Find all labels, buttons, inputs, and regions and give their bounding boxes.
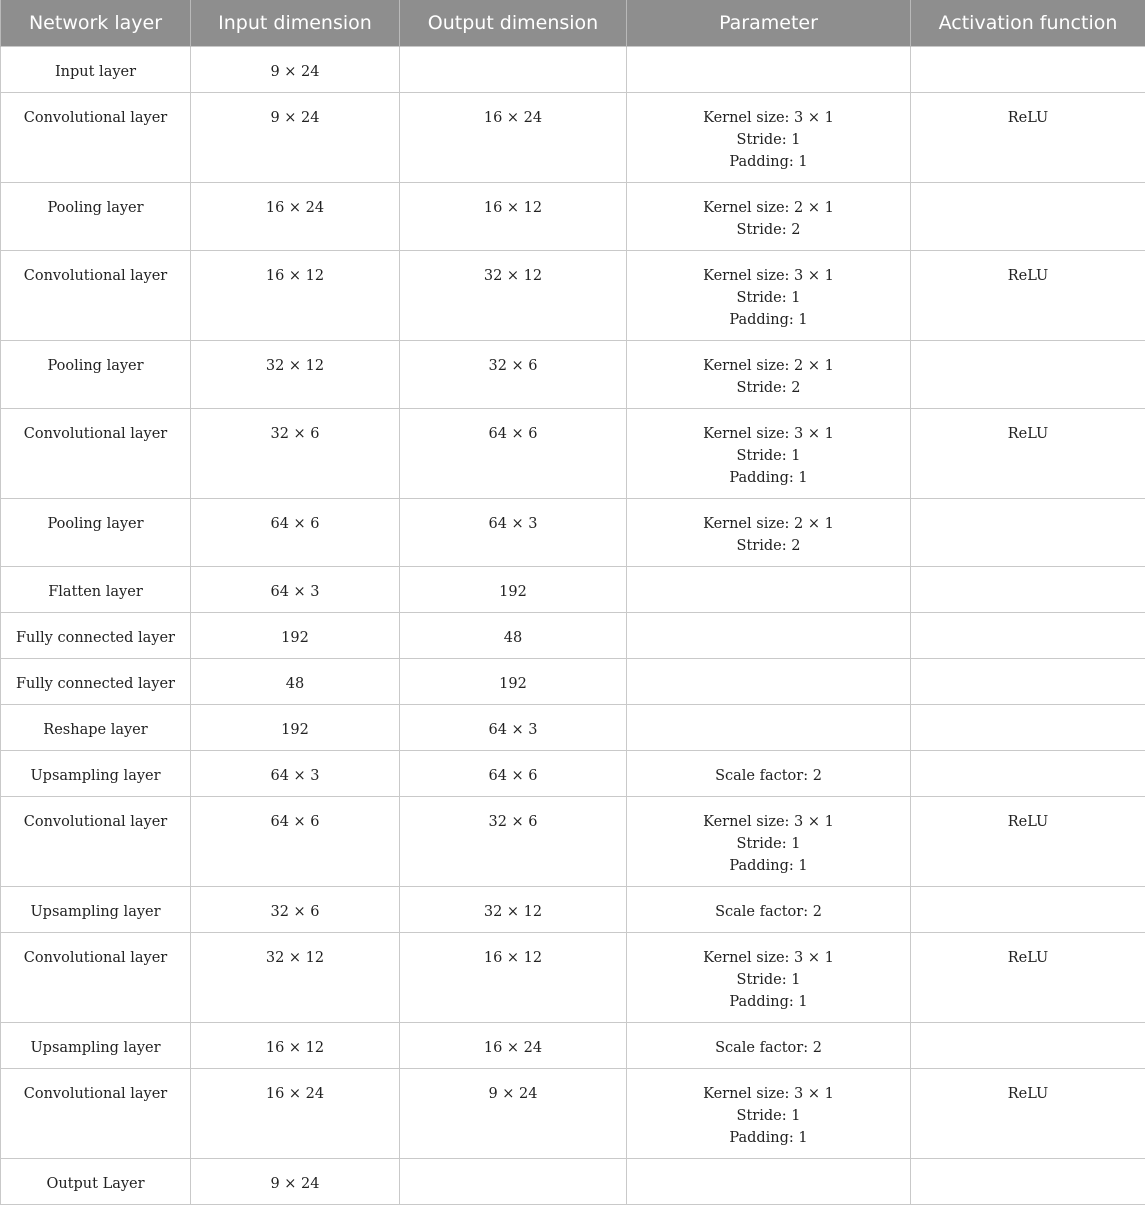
parameter-line: Stride: 1 [633, 129, 904, 151]
cell-parameter [627, 887, 911, 933]
cell-parameter [627, 705, 911, 751]
parameter-line: Kernel size: 3 × 1 [633, 811, 904, 833]
table-row [1, 1023, 1145, 1069]
parameter-line: Kernel size: 2 × 1 [633, 513, 904, 535]
parameter-line: Padding: 1 [633, 467, 904, 489]
cell-activation-function [911, 659, 1145, 705]
cell-input-dimension: 48 [191, 659, 400, 705]
table-row [1, 613, 1145, 659]
header-activation-function: Activation function [911, 0, 1145, 47]
table-row [1, 933, 1145, 1023]
cell-activation-function [911, 183, 1145, 251]
cell-output-dimension [400, 47, 627, 93]
cell-input-dimension: 64 × 3 [191, 751, 400, 797]
cell-input-dimension: 32 × 12 [191, 341, 400, 409]
cell-activation-function: ReLU [911, 797, 1145, 887]
cell-network-layer: Flatten layer [1, 567, 191, 613]
cell-parameter [627, 751, 911, 797]
cell-output-dimension: 192 [400, 659, 627, 705]
parameter-line: Stride: 1 [633, 445, 904, 467]
table-row [1, 797, 1145, 887]
parameter-line: Stride: 1 [633, 969, 904, 991]
parameter-line: Padding: 1 [633, 855, 904, 877]
cell-activation-function [911, 613, 1145, 659]
table-row [1, 47, 1145, 93]
cell-input-dimension: 64 × 6 [191, 499, 400, 567]
parameter-line: Scale factor: 2 [633, 1037, 904, 1059]
cell-input-dimension: 16 × 12 [191, 1023, 400, 1069]
cell-input-dimension: 9 × 24 [191, 1159, 400, 1205]
table-header [1, 0, 1145, 47]
cell-input-dimension: 64 × 6 [191, 797, 400, 887]
table-body [1, 47, 1145, 1205]
cell-parameter [627, 659, 911, 705]
cell-network-layer: Convolutional layer [1, 933, 191, 1023]
cell-output-dimension: 16 × 12 [400, 183, 627, 251]
cell-input-dimension: 16 × 12 [191, 251, 400, 341]
header-input-dimension: Input dimension [191, 0, 400, 47]
cell-network-layer: Upsampling layer [1, 887, 191, 933]
cell-input-dimension: 32 × 12 [191, 933, 400, 1023]
cell-output-dimension: 64 × 6 [400, 409, 627, 499]
header-network-layer: Network layer [1, 0, 191, 47]
cell-output-dimension: 16 × 24 [400, 1023, 627, 1069]
cell-network-layer: Convolutional layer [1, 409, 191, 499]
cell-network-layer: Upsampling layer [1, 751, 191, 797]
header-row [1, 0, 1145, 47]
cell-activation-function [911, 1023, 1145, 1069]
cell-output-dimension: 64 × 3 [400, 499, 627, 567]
parameter-line: Stride: 1 [633, 833, 904, 855]
table-row [1, 93, 1145, 183]
cell-activation-function: ReLU [911, 409, 1145, 499]
cell-activation-function [911, 499, 1145, 567]
cell-input-dimension: 16 × 24 [191, 1069, 400, 1159]
cell-parameter [627, 183, 911, 251]
parameter-line: Padding: 1 [633, 309, 904, 331]
table-row [1, 499, 1145, 567]
cell-output-dimension: 16 × 12 [400, 933, 627, 1023]
header-output-dimension: Output dimension [400, 0, 627, 47]
cell-network-layer: Upsampling layer [1, 1023, 191, 1069]
parameter-line: Kernel size: 3 × 1 [633, 1083, 904, 1105]
cell-activation-function [911, 341, 1145, 409]
cell-output-dimension: 48 [400, 613, 627, 659]
cell-output-dimension: 192 [400, 567, 627, 613]
cell-parameter [627, 933, 911, 1023]
table-row [1, 1069, 1145, 1159]
parameter-line: Scale factor: 2 [633, 901, 904, 923]
cell-parameter [627, 251, 911, 341]
cell-output-dimension: 32 × 6 [400, 341, 627, 409]
cell-network-layer: Fully connected layer [1, 659, 191, 705]
cell-network-layer: Pooling layer [1, 499, 191, 567]
parameter-line: Stride: 1 [633, 287, 904, 309]
cell-input-dimension: 192 [191, 705, 400, 751]
cell-parameter [627, 567, 911, 613]
cell-parameter [627, 613, 911, 659]
cell-parameter [627, 1023, 911, 1069]
parameter-line: Kernel size: 3 × 1 [633, 265, 904, 287]
table-row [1, 409, 1145, 499]
parameter-line: Stride: 1 [633, 1105, 904, 1127]
cell-network-layer: Input layer [1, 47, 191, 93]
parameter-line: Kernel size: 3 × 1 [633, 107, 904, 129]
cell-network-layer: Convolutional layer [1, 251, 191, 341]
cell-output-dimension: 32 × 6 [400, 797, 627, 887]
parameter-line: Scale factor: 2 [633, 765, 904, 787]
cell-input-dimension: 16 × 24 [191, 183, 400, 251]
cell-network-layer: Fully connected layer [1, 613, 191, 659]
cell-input-dimension: 192 [191, 613, 400, 659]
cell-network-layer: Convolutional layer [1, 797, 191, 887]
cell-parameter [627, 499, 911, 567]
cell-activation-function: ReLU [911, 251, 1145, 341]
table-row [1, 887, 1145, 933]
cell-input-dimension: 64 × 3 [191, 567, 400, 613]
table-row [1, 341, 1145, 409]
cell-activation-function [911, 751, 1145, 797]
cell-input-dimension: 32 × 6 [191, 409, 400, 499]
cell-activation-function: ReLU [911, 93, 1145, 183]
cell-activation-function [911, 47, 1145, 93]
cell-activation-function [911, 705, 1145, 751]
cell-input-dimension: 9 × 24 [191, 93, 400, 183]
table-row [1, 751, 1145, 797]
parameter-line: Stride: 2 [633, 535, 904, 557]
parameter-line: Kernel size: 2 × 1 [633, 355, 904, 377]
parameter-line: Stride: 2 [633, 377, 904, 399]
parameter-line: Padding: 1 [633, 151, 904, 173]
cell-network-layer: Pooling layer [1, 341, 191, 409]
cell-activation-function [911, 567, 1145, 613]
header-parameter: Parameter [627, 0, 911, 47]
cell-network-layer: Output Layer [1, 1159, 191, 1205]
cell-activation-function: ReLU [911, 933, 1145, 1023]
parameter-line: Kernel size: 3 × 1 [633, 947, 904, 969]
parameter-line: Kernel size: 2 × 1 [633, 197, 904, 219]
cell-input-dimension: 9 × 24 [191, 47, 400, 93]
cell-network-layer: Reshape layer [1, 705, 191, 751]
cell-parameter [627, 797, 911, 887]
cell-output-dimension: 64 × 3 [400, 705, 627, 751]
cell-network-layer: Pooling layer [1, 183, 191, 251]
cell-parameter [627, 341, 911, 409]
cell-activation-function: ReLU [911, 1069, 1145, 1159]
cell-network-layer: Convolutional layer [1, 93, 191, 183]
cell-parameter [627, 409, 911, 499]
cell-activation-function [911, 887, 1145, 933]
cell-parameter [627, 47, 911, 93]
cell-input-dimension: 32 × 6 [191, 887, 400, 933]
cell-output-dimension: 32 × 12 [400, 251, 627, 341]
table-row [1, 705, 1145, 751]
table-row [1, 567, 1145, 613]
cell-output-dimension: 64 × 6 [400, 751, 627, 797]
cell-output-dimension: 32 × 12 [400, 887, 627, 933]
cell-network-layer: Convolutional layer [1, 1069, 191, 1159]
parameter-line: Stride: 2 [633, 219, 904, 241]
cell-output-dimension: 16 × 24 [400, 93, 627, 183]
cell-output-dimension: 9 × 24 [400, 1069, 627, 1159]
cell-parameter [627, 93, 911, 183]
parameter-line: Padding: 1 [633, 991, 904, 1013]
parameter-line: Kernel size: 3 × 1 [633, 423, 904, 445]
cell-parameter [627, 1069, 911, 1159]
table-row [1, 183, 1145, 251]
table-row [1, 659, 1145, 705]
parameter-line: Padding: 1 [633, 1127, 904, 1149]
table-row [1, 251, 1145, 341]
